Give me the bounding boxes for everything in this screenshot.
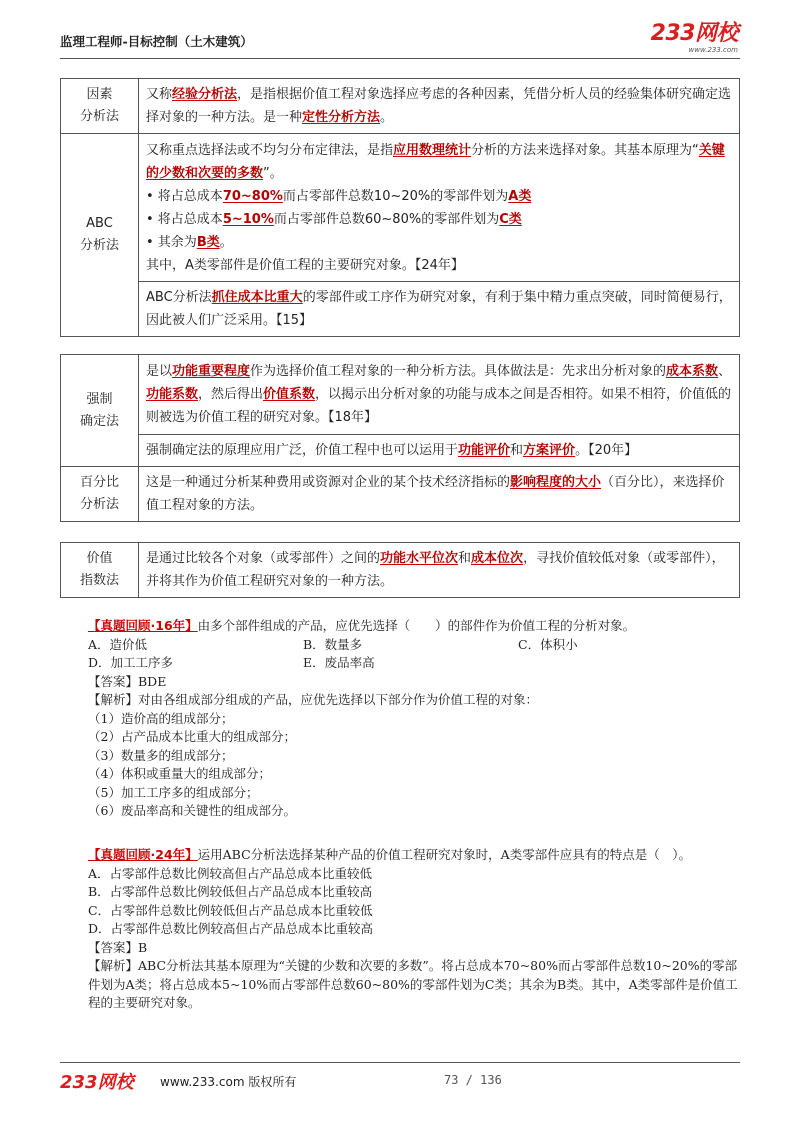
answer: 【答案】B (88, 939, 148, 955)
text: 又称重点选择法或不均匀分布定律法，是指 (146, 142, 394, 158)
paragraph: 其中，A类零部件是价值工程的主要研究对象。【24年】 (146, 257, 464, 273)
key-text: 价值 指数法 (79, 551, 119, 588)
option-d: D．加工工序多 (88, 655, 174, 670)
highlight: 抓住成本比重大 (211, 290, 303, 305)
logo-url: www.233.com (688, 46, 738, 54)
row-content (139, 282, 740, 337)
highlight: 功能水平位次 (380, 551, 459, 566)
highlight: A类 (508, 188, 532, 204)
table-row (61, 467, 740, 522)
method-table-2 (60, 354, 740, 522)
list-item: （1）造价高的组成部分； (88, 710, 234, 726)
highlight: B类 (196, 234, 220, 250)
paragraph (146, 139, 732, 185)
text: ABC分析法 (146, 290, 212, 305)
question-1 (60, 617, 740, 821)
question-tag: 【真题回顾·16年】 (88, 618, 198, 633)
text: 是通过比较各个对象（或零部件）之间的 (146, 551, 381, 566)
option-b: B．数量多 (303, 636, 363, 652)
highlight: 成本位次 (471, 551, 524, 566)
key-text: 百分比 分析法 (79, 475, 119, 512)
text: • 将占总成本 (146, 188, 223, 204)
highlight: C类 (499, 211, 522, 227)
bullet-item (146, 231, 732, 254)
row-key (61, 543, 139, 598)
brand-logo (651, 22, 738, 54)
text: 和 (510, 443, 524, 458)
page-header (60, 20, 740, 59)
method-table-1 (60, 78, 740, 337)
page-number: 73 / 136 (444, 1073, 502, 1087)
highlight: 成本系数 (666, 364, 719, 379)
row-content (139, 355, 740, 435)
text: 而占零部件总数10~20%的零部件划为 (282, 188, 509, 204)
text: • 将占总成本 (146, 211, 223, 227)
key-text: 强制 确定法 (79, 391, 119, 429)
text: • 其余为 (146, 234, 197, 250)
text: 这是一种通过分析某种费用或资源对企业的某个技术经济指标的 (146, 475, 511, 490)
analysis-list (60, 710, 740, 821)
text: ，以揭示出分析对象的功能与成本之间是否相符。如果不相符，价值低的则被选为价值工程的研究对象。【18年】 (146, 387, 732, 425)
text: 强制确定法的原理应用广泛，价值工程中也可以运用于 (146, 443, 459, 458)
table-row (61, 435, 740, 467)
text: ”。 (263, 165, 283, 181)
highlight: 70~80% (222, 188, 283, 204)
highlight: 5~10% (222, 211, 274, 227)
text: 。 (380, 110, 394, 125)
row-key (61, 467, 139, 522)
highlight: 应用数理统计 (393, 142, 472, 158)
table-row (61, 134, 740, 282)
text: 分析的方法来选择对象。其基本原理为“ (471, 142, 699, 158)
footer-logo: 233网校 (60, 1072, 134, 1093)
option-c: C．体积小 (518, 636, 578, 652)
highlight: 价值系数 (263, 387, 316, 402)
highlight: 关键的少数和次要的多数 (146, 142, 725, 181)
list-item: （5）加工工序多的组成部分； (88, 784, 259, 800)
option-c: C．占零部件总数比例较低但占产品总成本比重较低 (88, 902, 373, 918)
list-item: （2）占产品成本比重大的组成部分； (88, 729, 296, 744)
answer: 【答案】BDE (88, 673, 167, 689)
highlight: 功能重要程度 (172, 364, 251, 379)
table-row (61, 79, 740, 134)
key-text: ABC 分析法 (79, 216, 119, 253)
analysis-label: 【解析】 (88, 692, 139, 707)
table-row (61, 282, 740, 337)
bullet-item (146, 208, 732, 231)
list-item: （6）废品率高和关键性的组成部分。 (88, 803, 296, 818)
highlight: 功能系数 (146, 387, 199, 402)
row-content (139, 467, 740, 522)
method-table-3 (60, 542, 740, 598)
highlight: 功能评价 (458, 443, 511, 458)
question-stem (60, 846, 740, 865)
logo-text: 233网校 (650, 21, 738, 46)
document-title: 监理工程师-目标控制（土木建筑） (60, 34, 253, 49)
analysis-text: 对由各组成部分组成的产品，应优先选择以下部分作为价值工程的对象： (138, 692, 539, 707)
text: 和 (458, 551, 472, 566)
highlight: 方案评价 (523, 443, 576, 458)
row-content (139, 79, 740, 134)
text: ，然后得出 (198, 387, 264, 402)
row-key (61, 355, 139, 467)
text: 的零部件或工序作为研究对象，有利于集中精力重点突破，同时简便易行，因此被人们广泛采用。【15】 (146, 290, 732, 328)
highlight: 定性分析方法 (302, 110, 381, 125)
text: 是以 (146, 364, 173, 379)
page-footer (60, 1062, 740, 1093)
option-a: A．造价低 (88, 636, 148, 652)
row-key (61, 134, 139, 337)
question-tag: 【真题回顾·24年】 (88, 847, 198, 862)
text: ，是指根据价值工程对象选择应考虑的各种因素，凭借分析人员的经验集体研究确定选择对象的一种方法。是一种 (146, 87, 732, 125)
option-e: E．废品率高 (303, 655, 375, 670)
table-row (61, 543, 740, 598)
highlight: 影响程度的大小 (510, 475, 602, 490)
analysis-text: ABC分析法其基本原理为“关键的少数和次要的多数”。将占总成本70~80%而占零部件总数10~20%的零部件划为A类；将占总成本5~10%而占零部件总数60~80%的零部件划为C类；其余为B类。其中，A类零部件是价值工程的主要研究对象。 (88, 958, 738, 1010)
list-item: （4）体积或重量大的组成部分； (88, 766, 271, 781)
text: 。【20年】 (575, 443, 638, 458)
stem-text: 运用ABC分析法选择某种产品的价值工程研究对象时，A类零部件应具有的特点是（ ）。 (197, 847, 691, 862)
question-2 (60, 846, 740, 1013)
text: 作为选择价值工程对象的一种分析方法。具体做法是：先求出分析对象的 (250, 364, 667, 379)
option-d: D．占零部件总数比例较高但占产品总成本比重较高 (88, 921, 374, 936)
footer-copyright: www.233.com 版权所有 (160, 1075, 297, 1089)
row-content (139, 134, 740, 282)
option-a: A．占零部件总数比例较高但占产品总成本比重较低 (88, 865, 373, 881)
analysis (60, 957, 740, 1013)
table-row (61, 355, 740, 435)
text: 而占零部件总数60~80%的零部件划为 (273, 211, 500, 227)
bullet-item (146, 185, 732, 208)
analysis-label: 【解析】 (88, 958, 139, 973)
options (60, 636, 740, 673)
list-item: （3）数量多的组成部分； (88, 747, 234, 763)
row-content (139, 543, 740, 598)
highlight: 经验分析法 (172, 87, 238, 102)
text: 。 (219, 234, 233, 250)
text: 、 (718, 364, 732, 379)
options (60, 865, 740, 939)
text: 又称 (146, 87, 173, 102)
row-content (139, 435, 740, 467)
question-stem (60, 617, 740, 636)
stem-text: 由多个部件组成的产品，应优先选择（ ）的部件作为价值工程的分析对象。 (197, 618, 636, 633)
text: （百分比），来选择价值工程对象的方法。 (146, 475, 725, 513)
row-key (61, 79, 139, 134)
analysis (60, 691, 740, 710)
option-b: B．占零部件总数比例较低但占产品总成本比重较高 (88, 884, 373, 899)
text: ，寻找价值较低对象（或零部件），并将其作为价值工程研究对象的一种方法。 (146, 551, 725, 589)
key-text: 因素 分析法 (79, 87, 119, 124)
